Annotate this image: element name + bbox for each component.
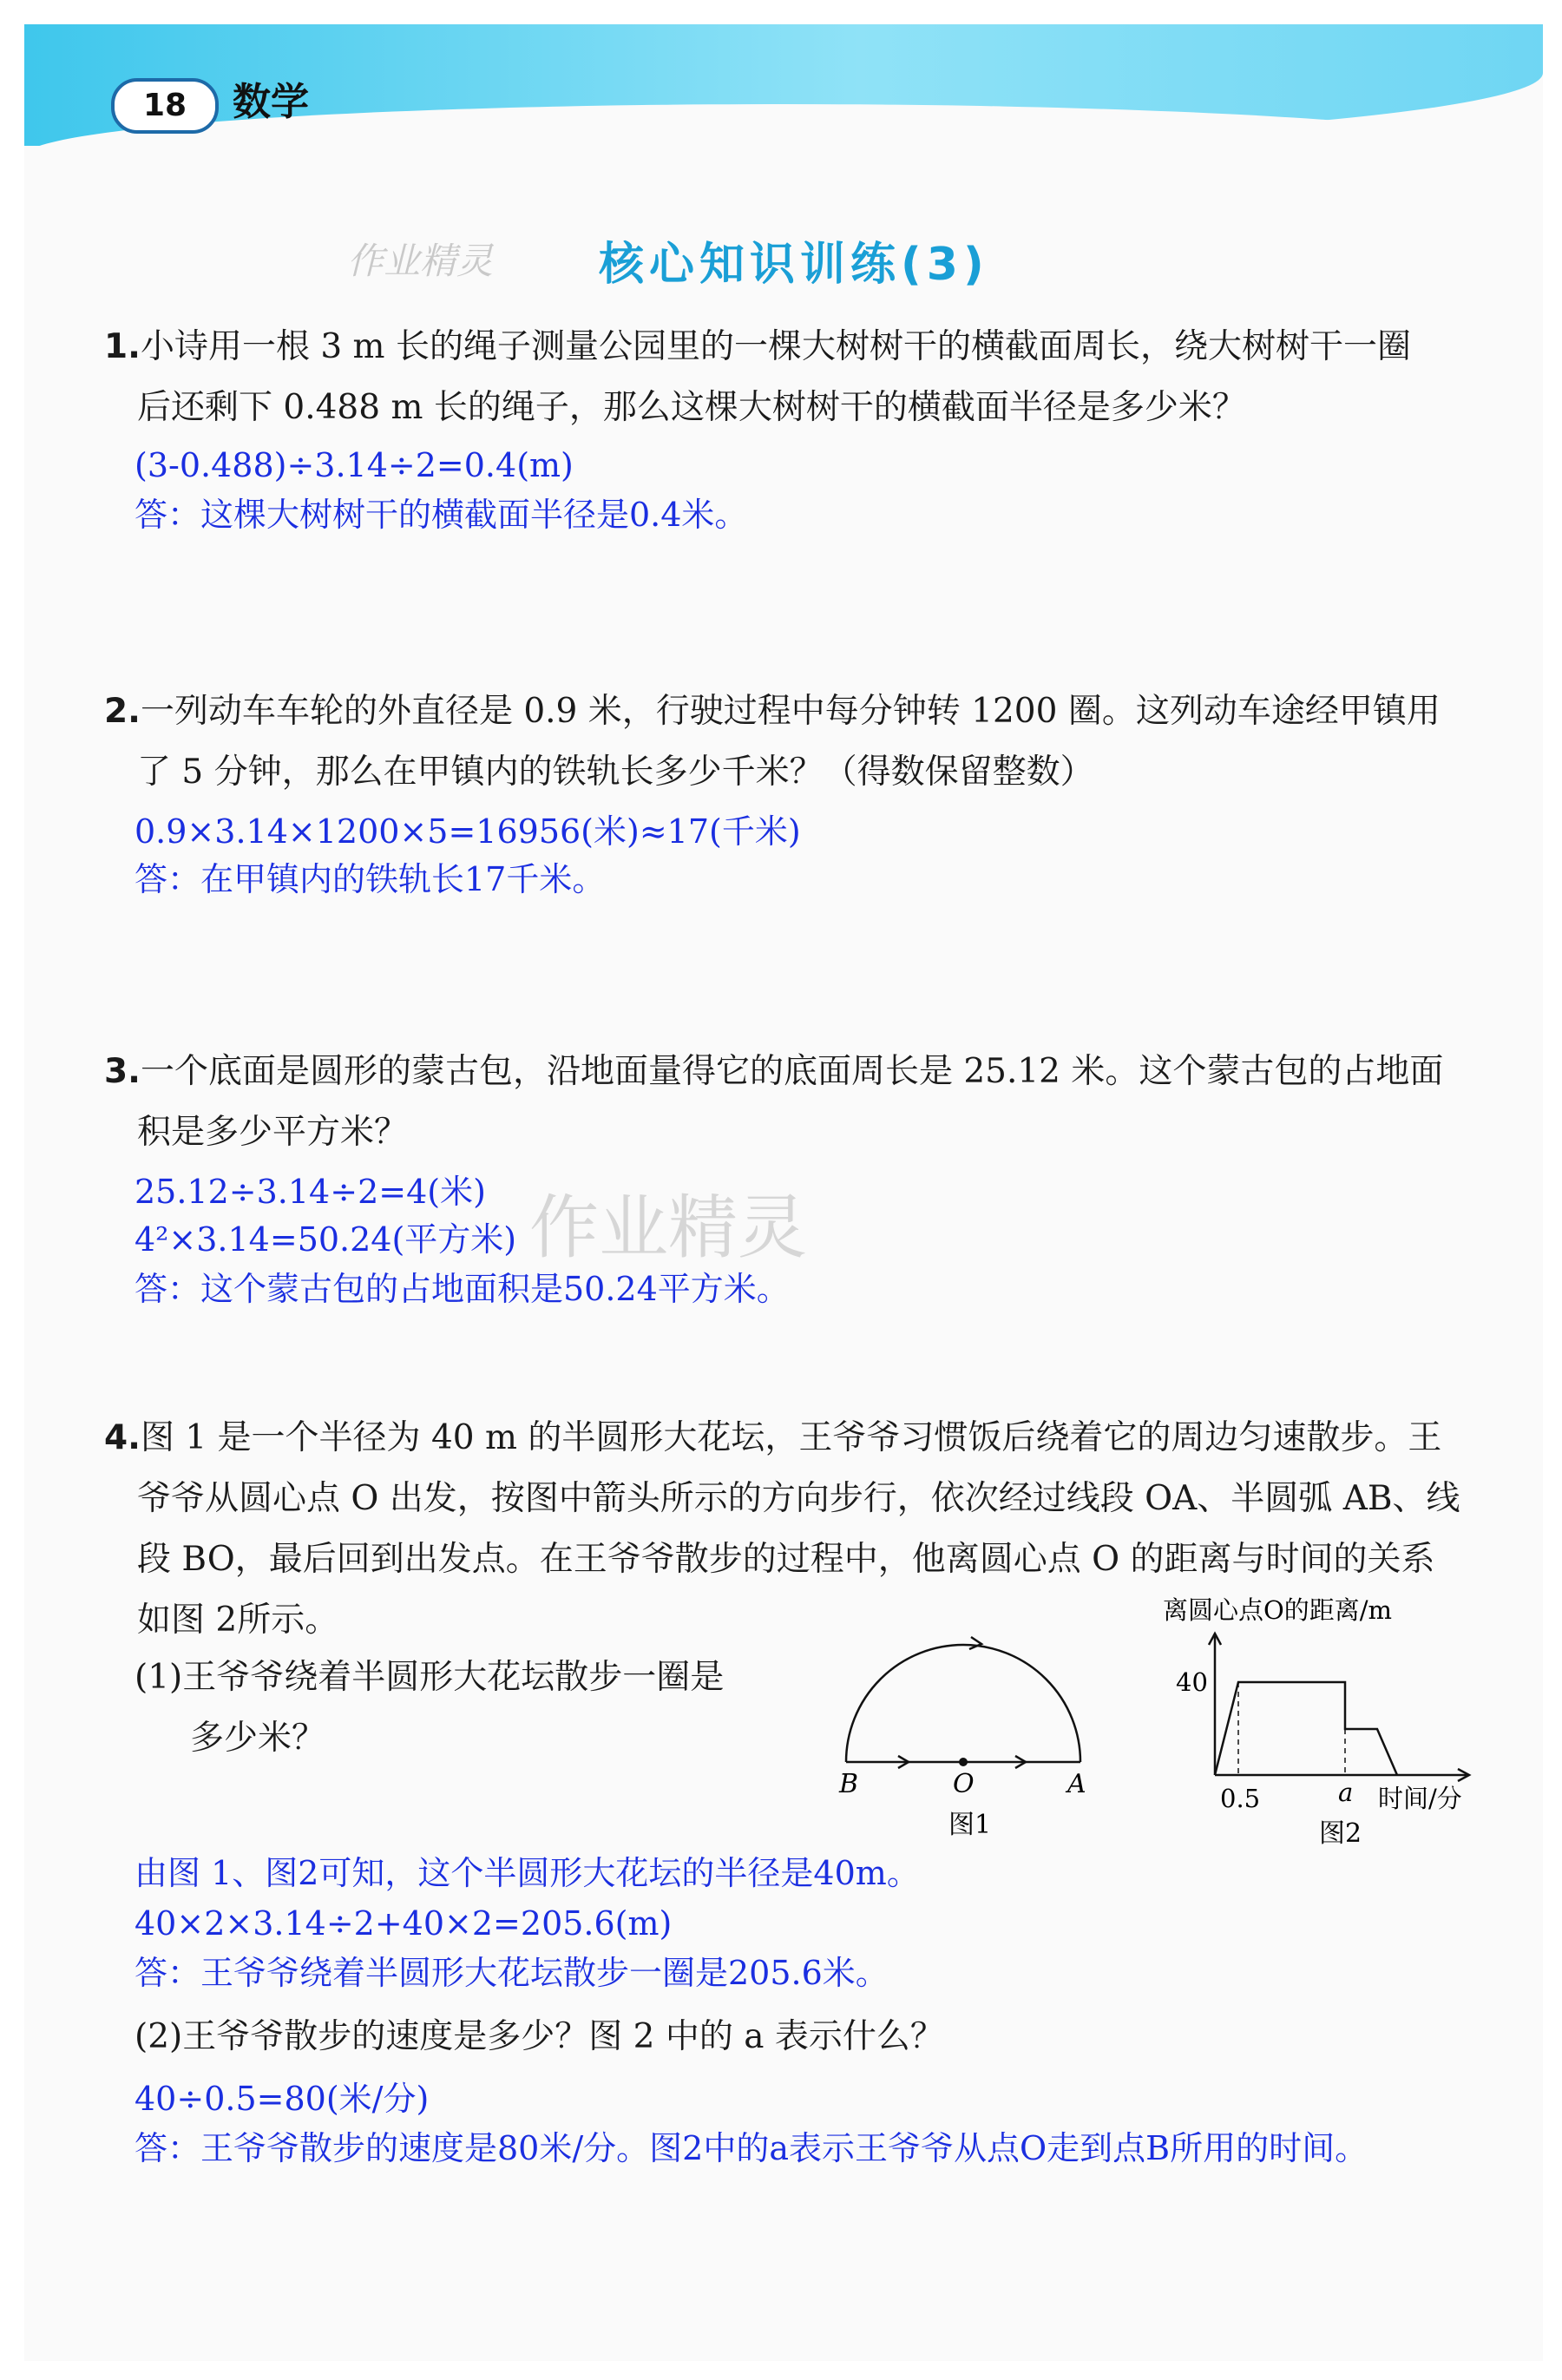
question-text: 图 1 是一个半径为 40 m 的半圆形大花坛，王爷爷习惯饭后绕着它的周边匀速散步。王 [140, 1418, 1442, 1457]
answer-formula: 0.9×3.14×1200×5=16956(米)≈17(千米) [135, 812, 801, 851]
answer-formula: 25.12÷3.14÷2=4(米) [135, 1173, 486, 1211]
answer-text: 答：这棵大树树干的横截面半径是0.4米。 [135, 496, 748, 534]
label-a: A [1067, 1769, 1086, 1799]
y-tick-40: 40 [1176, 1667, 1208, 1697]
question-text: 一个底面是圆形的蒙古包，沿地面量得它的底面周长是 25.12 米。这个蒙古包的占地面 [140, 1052, 1444, 1091]
question-text: 如图 2所示。 [137, 1601, 339, 1640]
semicircle-arc [846, 1645, 1080, 1762]
watermark: 作业精灵 [529, 1187, 807, 1268]
question-2 [104, 681, 1475, 803]
question-3 [104, 1042, 1475, 1163]
question-number: 2. [104, 692, 141, 731]
answer-formula: 4²×3.14=50.24(平方米) [135, 1220, 517, 1259]
page-number: 18 [111, 78, 219, 134]
question-text: 小诗用一根 3 m 长的绳子测量公园里的一棵大树树干的横截面周长，绕大树树干一圈 [140, 327, 1411, 366]
watermark: 作业精灵 [347, 240, 494, 282]
subject-title: 数学 [233, 80, 309, 124]
question-1 [104, 317, 1475, 438]
answer-text: 答：王爷爷散步的速度是80米/分。图2中的a表示王爷爷从点O走到点B所用的时间。 [135, 2129, 1368, 2167]
figure-caption: 图2 [1319, 1818, 1362, 1849]
arrow-arc-icon [969, 1637, 981, 1649]
question-number: 1. [104, 327, 141, 366]
label-b: B [839, 1769, 859, 1799]
question-text: 段 BO，最后回到出发点。在王爷爷散步的过程中，他离圆心点 O 的距离与时间的关系 [137, 1540, 1435, 1579]
answer-text: 答：在甲镇内的铁轨长17千米。 [135, 860, 606, 898]
answer-formula: 40×2×3.14÷2+40×2=205.6(m) [135, 1904, 673, 1943]
question-text: 多少米？ [190, 1719, 326, 1758]
sub-question-2: (2)王爷爷散步的速度是多少？图 2 中的 a 表示什么？ [135, 2017, 944, 2056]
figure-caption: 图1 [948, 1810, 992, 1840]
answer-text: 答：这个蒙古包的占地面积是50.24平方米。 [135, 1270, 790, 1308]
question-text: 了 5 分钟，那么在甲镇内的铁轨长多少千米？（得数保留整数） [137, 753, 1094, 792]
answer-formula: 40÷0.5=80(米/分) [135, 2080, 430, 2118]
section-title: 核心知识训练(3) [599, 239, 989, 291]
graph-y-label: 离圆心点O的距离/m [1163, 1595, 1393, 1625]
answer-formula: (3-0.488)÷3.14÷2=0.4(m) [135, 446, 574, 484]
question-text: (1)王爷爷绕着半圆形大花坛散步一圈是 [135, 1658, 725, 1697]
sub-question-1 [135, 1647, 724, 1769]
question-text: 积是多少平方米？ [137, 1113, 409, 1152]
x-tick-a: a [1338, 1778, 1354, 1807]
question-text: 一列动车车轮的外直径是 0.9 米，行驶过程中每分钟转 1200 圈。这列动车途经甲镇用 [140, 692, 1441, 731]
distance-line [1215, 1682, 1397, 1775]
answer-text: 答：王爷爷绕着半圆形大花坛散步一圈是205.6米。 [135, 1954, 889, 1992]
figure-1-semicircle [829, 1632, 1115, 1849]
question-number: 3. [104, 1052, 141, 1091]
label-o: O [953, 1769, 975, 1799]
question-text: 后还剩下 0.488 m 长的绳子，那么这棵大树树干的横截面半径是多少米？ [137, 388, 1246, 427]
graph-x-label: 时间/分 [1378, 1784, 1462, 1813]
x-tick-0-5: 0.5 [1220, 1784, 1261, 1813]
answer-text: 由图 1、图2可知，这个半圆形大花坛的半径是40m。 [135, 1854, 920, 1892]
center-point [959, 1758, 968, 1766]
question-number: 4. [104, 1418, 141, 1457]
question-text: 爷爷从圆心点 O 出发，按图中箭头所示的方向步行，依次经过线段 OA、半圆弧 AB、线 [137, 1479, 1460, 1518]
figure-2-graph [1145, 1588, 1510, 1857]
